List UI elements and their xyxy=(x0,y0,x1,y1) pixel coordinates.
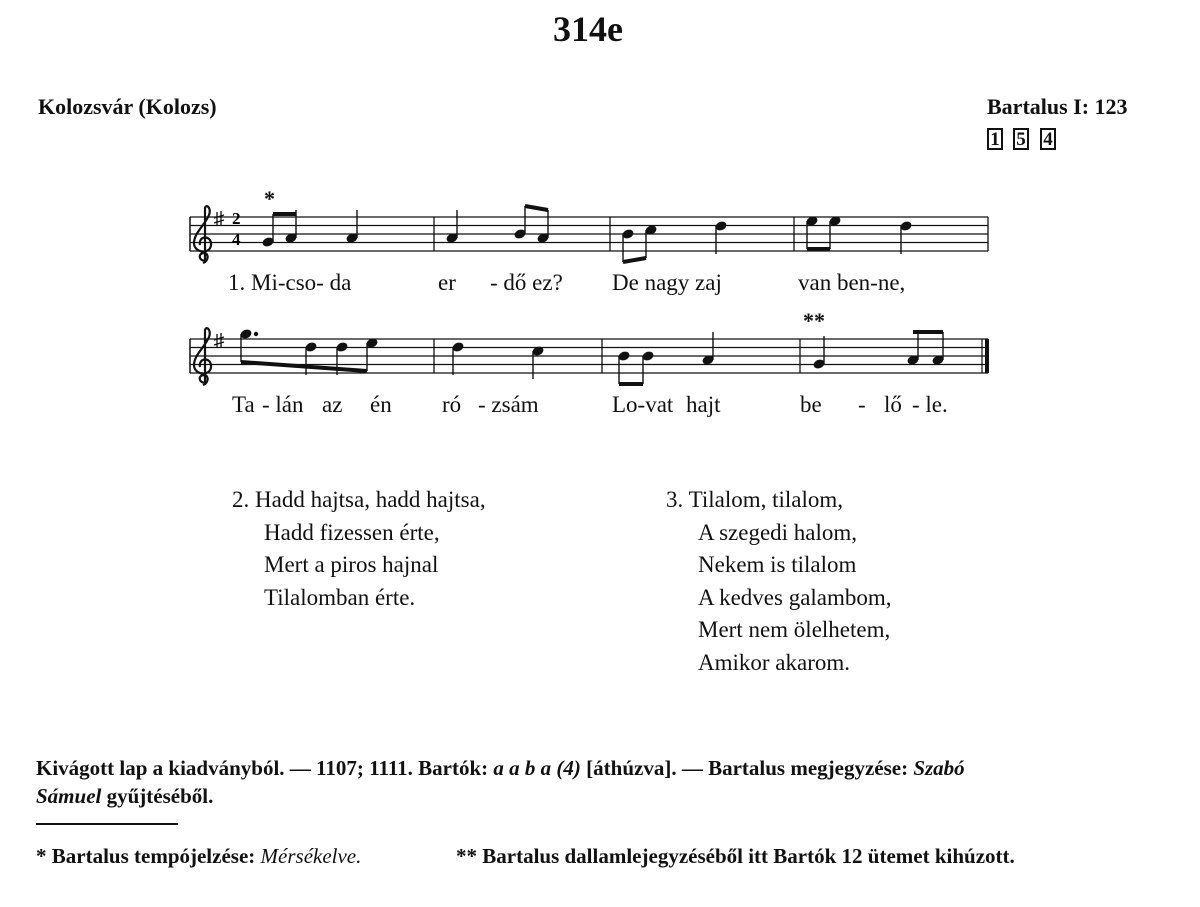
note-beam xyxy=(623,258,646,262)
verse-line: Tilalomban érte. xyxy=(264,584,416,610)
note-text: ** Bartalus dallamlejegyzéséből itt Bartók 12 ütemet kihúzott. xyxy=(456,844,1015,868)
double-asterisk-mark: ** xyxy=(803,308,825,333)
verse-line: Amikor akarom. xyxy=(698,649,851,675)
lyric: De nagy zaj xyxy=(612,270,722,295)
augmentation-dot xyxy=(254,332,258,336)
sharp-icon xyxy=(214,211,224,226)
lyric: - zsám xyxy=(478,392,539,417)
verse-line: 2. Hadd hajtsa, hadd hajtsa, xyxy=(232,487,486,512)
verse-2 xyxy=(232,484,486,614)
note-text: * Bartalus tempójelzése: xyxy=(36,844,256,868)
verse-line: Nekem is tilalom xyxy=(698,552,857,577)
lyric: Ta xyxy=(232,392,255,417)
lyric: be xyxy=(800,392,822,417)
note-text: a a b a (4) xyxy=(493,756,581,780)
footnote-divider xyxy=(36,823,178,825)
lyric: én xyxy=(370,392,392,417)
treble-clefs xyxy=(194,206,224,385)
lyric: hajt xyxy=(686,392,721,417)
note-text: [áthúzva]. — Bartalus megjegyzése: xyxy=(586,756,909,780)
lyric: az xyxy=(322,392,343,417)
lyric: er xyxy=(438,270,456,295)
note-beam xyxy=(241,362,367,371)
lyric: - le. xyxy=(912,392,948,417)
asterisk-mark: * xyxy=(264,186,275,211)
lyric: Lo-vat xyxy=(612,392,674,417)
lyric: - xyxy=(858,392,866,417)
lyric: lő xyxy=(884,392,902,417)
code-box: 4 xyxy=(1040,128,1056,150)
code-box: 5 xyxy=(1013,128,1029,150)
verse-line: 3. Tilalom, tilalom, xyxy=(666,487,844,512)
verse-line: A kedves galambom, xyxy=(698,584,892,610)
verse-3 xyxy=(666,484,892,679)
page-title: 314e xyxy=(553,9,623,49)
footnote-1 xyxy=(36,842,361,870)
source-reference: Bartalus I: 123 xyxy=(987,94,1128,119)
lyric: van ben-ne, xyxy=(798,270,906,295)
footnote-2 xyxy=(456,842,1015,870)
verse-line: A szegedi halom, xyxy=(698,519,858,545)
lyric: - dő ez? xyxy=(490,270,563,295)
verse-line: Mert nem ölelhetem, xyxy=(698,617,891,642)
note-text: Kivágott lap a kiadványból. — 1107; 1111. Bartók: xyxy=(36,756,489,780)
note-text: Szabó xyxy=(913,756,965,780)
time-signature-top: 2 xyxy=(232,209,241,228)
note-beam xyxy=(525,206,548,210)
collection-place: Kolozsvár (Kolozs) xyxy=(38,94,217,119)
code-box: 1 xyxy=(987,128,1003,150)
note-text: Sámuel xyxy=(36,784,102,808)
note-text: Mérsékelve. xyxy=(260,844,362,868)
editorial-note xyxy=(36,754,965,810)
verse-line: Mert a piros hajnal xyxy=(264,552,439,577)
lyric: - lán xyxy=(262,392,304,417)
verse-line: Hadd fizessen érte, xyxy=(264,519,440,545)
lyric: ró xyxy=(442,392,462,417)
lyric: 1. Mi-cso- da xyxy=(228,270,352,295)
sharp-icon xyxy=(214,333,224,348)
note-text: gyűjtéséből. xyxy=(106,784,214,808)
time-signature-bottom: 4 xyxy=(232,230,241,249)
